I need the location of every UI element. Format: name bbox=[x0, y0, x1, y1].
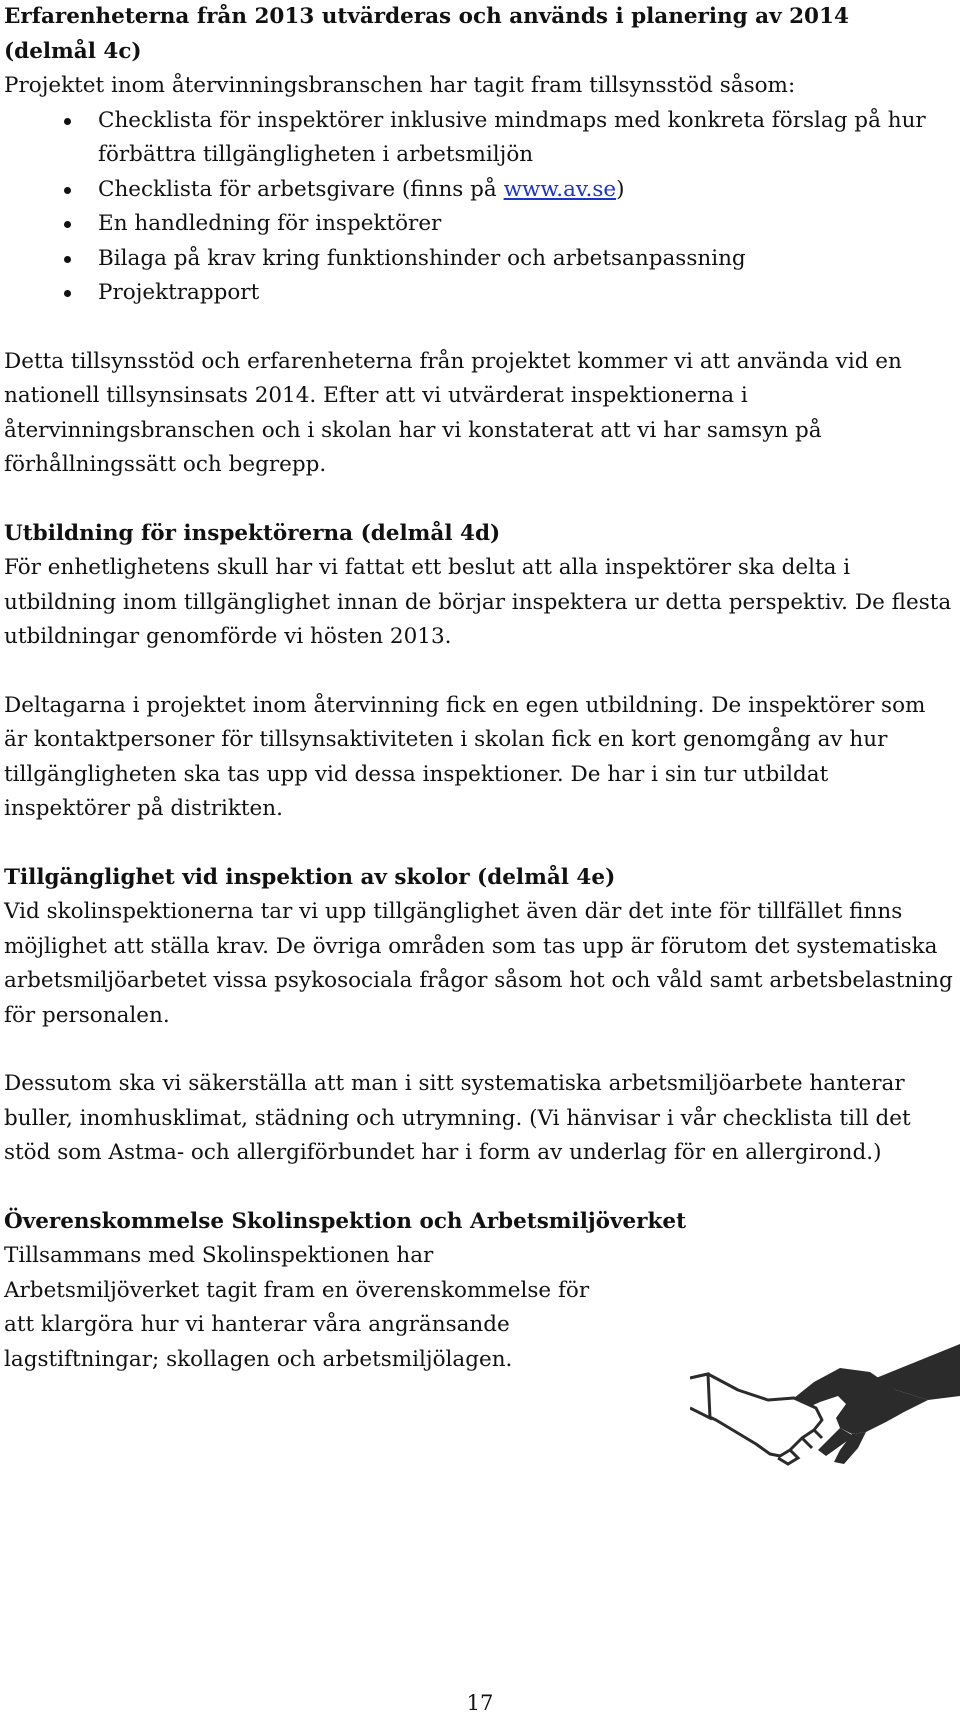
list-item-text: En handledning för inspektörer bbox=[98, 211, 442, 236]
spacer bbox=[4, 1033, 954, 1067]
heading-4c-line1: Erfarenheterna från 2013 utvärderas och används i planering av 2014 bbox=[4, 4, 849, 29]
list-item-text: Checklista för inspektörer inklusive mindmaps med konkreta förslag på hur förbättra tillgängligheten i arbetsmiljön bbox=[98, 107, 926, 167]
spacer bbox=[4, 1171, 954, 1205]
section-heading-4d: Utbildning för inspektörerna (delmål 4d) bbox=[4, 520, 501, 546]
av-website-link[interactable]: www.av.se bbox=[503, 176, 617, 202]
agreement-line: Arbetsmiljöverket tagit fram en överenskommelse för bbox=[4, 1277, 590, 1303]
list-item bbox=[98, 276, 954, 311]
list-item bbox=[98, 242, 954, 277]
spacer bbox=[4, 827, 954, 861]
intro-text: Projektet inom återvinningsbranschen har tagit fram tillsynsstöd såsom: bbox=[4, 73, 796, 98]
bullet-icon bbox=[64, 290, 71, 297]
handshake-icon bbox=[690, 1338, 960, 1486]
list-item-text-post: ) bbox=[616, 176, 625, 202]
paragraph-4e-1: Vid skolinspektionerna tar vi upp tillgänglighet även där det inte för tillfället finns möjlighet att ställa krav. De övriga områden som tas upp är förutom det systematiska arbetsmiljöarbetet vissa psykosociala frågor såsom hot och våld samt arbetsbelastning för personalen. bbox=[4, 899, 953, 1028]
bullet-icon bbox=[64, 187, 71, 194]
agreement-line: att klargöra hur vi hanterar våra angränsande bbox=[4, 1312, 510, 1337]
paragraph-4e-2: Dessutom ska vi säkerställa att man i sitt systematiska arbetsmiljöarbete hanterar buller, inomhusklimat, städning och utrymning. (Vi hänvisar i vår checklista till det stöd som Astma- och allergiförbundet har i form av underlag för en allergirond.) bbox=[4, 1071, 911, 1165]
bullet-icon bbox=[64, 118, 71, 125]
paragraph-4c: Detta tillsynsstöd och erfarenheterna från projektet kommer vi att använda vid en nationell tillsynsinsats 2014. Efter att vi utvärderat inspektionerna i återvinningsbranschen och i skolan har vi konstaterat att vi har samsyn på förhållningssätt och begrepp. bbox=[4, 348, 902, 477]
list-item-text-pre: Checklista för arbetsgivare (finns på bbox=[98, 176, 504, 202]
paragraph-4d-2: Deltagarna i projektet inom återvinning fick en egen utbildning. De inspektörer som är kontaktpersoner för tillsynsaktiviteten i skolan fick en kort genomgång av hur tillgängligheten ska tas upp vid dessa inspektioner. De har i sin tur utbildat inspektörer på distrikten. bbox=[4, 692, 926, 821]
section-heading-4c bbox=[4, 0, 954, 69]
list-item-text: Bilaga på krav kring funktionshinder och arbetsanpassning bbox=[98, 245, 746, 271]
spacer bbox=[4, 655, 954, 689]
list-item bbox=[98, 207, 954, 242]
bullet-icon bbox=[64, 221, 71, 228]
agreement-paragraph bbox=[4, 1239, 684, 1377]
support-list bbox=[4, 104, 954, 311]
bullet-icon bbox=[64, 256, 71, 263]
section-heading-4e: Tillgänglighet vid inspektion av skolor (delmål 4e) bbox=[4, 864, 616, 890]
paragraph-4d-1: För enhetlighetens skull har vi fattat ett beslut att alla inspektörer ska delta i utbildning inom tillgänglighet innan de börjar inspektera ur detta perspektiv. De flesta utbildningar genomförde vi hösten 2013. bbox=[4, 555, 952, 649]
agreement-line: lagstiftningar; skollagen och arbetsmiljölagen. bbox=[4, 1346, 513, 1372]
document-page bbox=[4, 0, 954, 1377]
agreement-line: Tillsammans med Skolinspektionen har bbox=[4, 1243, 434, 1268]
list-item bbox=[98, 173, 954, 208]
spacer bbox=[4, 483, 954, 517]
list-item-text: Projektrapport bbox=[98, 280, 260, 305]
spacer bbox=[4, 311, 954, 345]
heading-4c-line2: (delmål 4c) bbox=[4, 38, 142, 64]
list-item bbox=[98, 104, 954, 173]
page-number: 17 bbox=[466, 1691, 494, 1715]
section-heading-agreement: Överenskommelse Skolinspektion och Arbetsmiljöverket bbox=[4, 1208, 687, 1234]
